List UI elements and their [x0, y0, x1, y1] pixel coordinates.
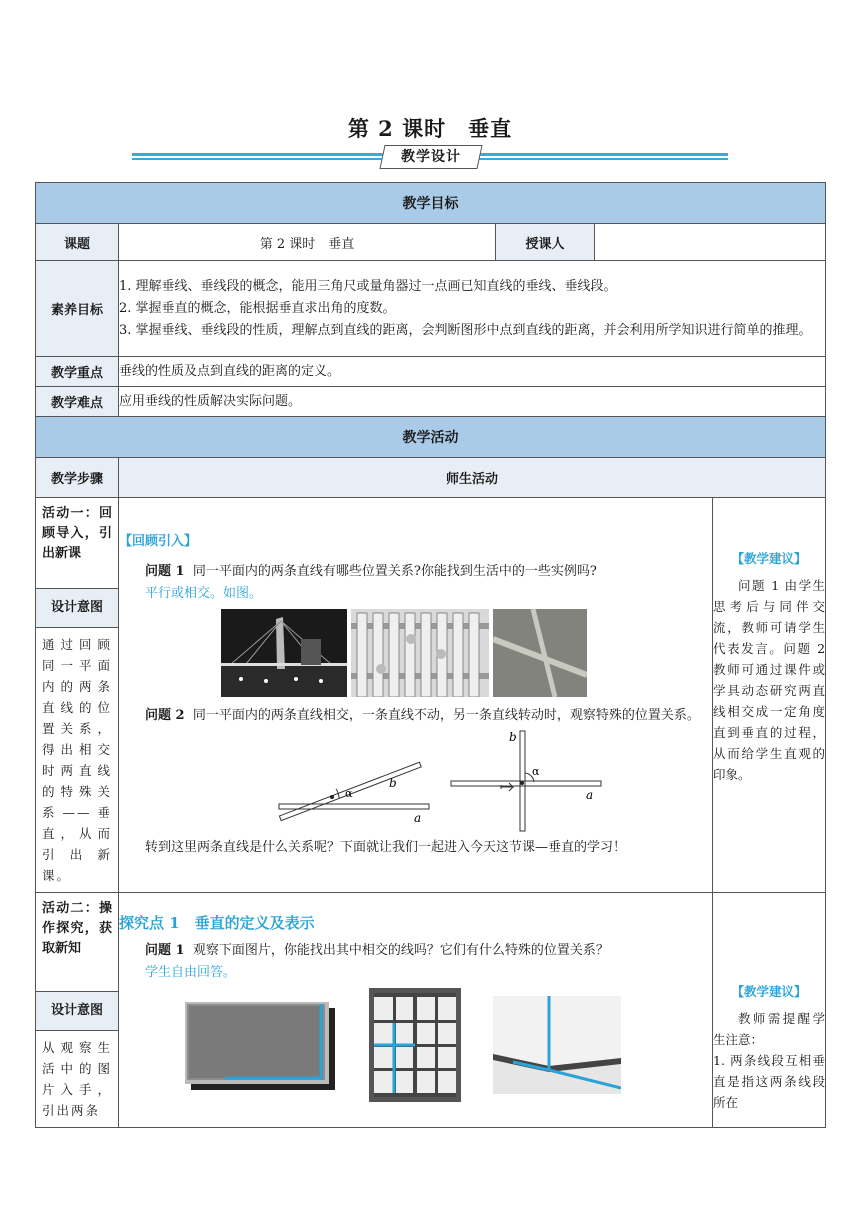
difficult-value: 应用垂线的性质解决实际问题。 [119, 387, 826, 417]
title-part1: 第 2 课时 [347, 116, 447, 141]
activities-header: 教学活动 [36, 417, 826, 458]
fig2-label-a: a [586, 788, 594, 802]
a1-closing: 转到这里两条直线是什么关系呢？下面就让我们一起进入今天这节课—垂直的学习！ [145, 840, 627, 855]
title-part2: 垂直 [468, 116, 513, 141]
activity2-intent-label: 设计意图 [36, 991, 118, 1031]
fig1-label-a: a [414, 811, 422, 825]
room-corner-photo [493, 996, 621, 1094]
a2-question-1 [119, 940, 712, 962]
a2-advice-item: 1. 两条线段互相垂直是指这两条线段所在 [713, 1053, 826, 1110]
page-title [0, 113, 860, 143]
a2-q1-tag: 问题 1 [145, 943, 185, 958]
literacy-item-3: 3. 掌握垂线、垂线段的性质，理解点到直线的距离，会判断图形中点到直线的距离，并会利用所学知识进行简单的推理。 [119, 322, 812, 338]
fence-photo [351, 609, 489, 697]
activity1-label: 活动一：回顾导入，引出新课 [36, 498, 118, 588]
night-bridge-photo [221, 609, 347, 697]
a1-question-1 [119, 561, 712, 583]
topic-value: 第 2 课时 垂直 [119, 224, 496, 261]
a1-advice-text: 问题 1 由学生思考后与同伴交流，教师可请学生代表发言。问题 2 教师可通过课件或学具动态研究两直线相交成一定角度直到垂直的过程，从而给学生直观的印象。 [713, 578, 826, 782]
activity2-intent-text: 从观察生活中的图片入手，引出两条 [42, 1040, 112, 1118]
blackboard-photo [185, 1002, 337, 1092]
teacher-label: 授课人 [496, 224, 595, 261]
steps-label: 教学步骤 [36, 458, 119, 498]
activity2-content [119, 893, 713, 1128]
a2-q1-text: 观察下面图片，你能找出其中相交的线吗？它们有什么特殊的位置关系？ [192, 943, 609, 958]
a1-q2-tag: 问题 2 [145, 708, 185, 723]
subtitle-bar [132, 149, 728, 163]
fig1-label-alpha: α [345, 787, 353, 800]
fig1-label-b: b [389, 776, 397, 790]
a1-q2-text: 同一平面内的两条直线相交，一条直线不动，另一条直线转动时，观察特殊的位置关系。 [192, 708, 700, 723]
key-label: 教学重点 [36, 357, 119, 387]
objectives-header: 教学目标 [36, 183, 826, 224]
a1-question-2 [119, 705, 712, 727]
literacy-item-2: 2. 掌握垂直的概念，能根据垂直求出角的度数。 [119, 300, 396, 316]
literacy-item-1: 1. 理解垂线、垂线段的概念，能用三角尺或量角器过一点画已知直线的垂线、垂线段。 [119, 278, 617, 294]
crossroad-photo [493, 609, 587, 697]
subtitle-tag: 教学设计 [379, 145, 482, 169]
difficult-label: 教学难点 [36, 387, 119, 417]
window-photo [369, 988, 461, 1102]
a2-advice-text: 教师需提醒学生注意： [713, 1011, 826, 1047]
fig2-label-alpha: α [532, 765, 540, 778]
activity1-side [36, 498, 119, 893]
rotation-figure [229, 729, 679, 837]
fig2-label-b: b [509, 730, 517, 744]
literacy-label: 素养目标 [36, 261, 119, 357]
activity1-intent-text: 通过回顾同一平面内的两条直线的位置关系，得出相交时两直线的特殊关系——垂直，从而引出新课。 [42, 637, 112, 883]
a1-q1-answer: 平行或相交。如图。 [145, 586, 263, 601]
activity2-label: 活动二：操作探究，获取新知 [36, 893, 118, 991]
topic-label: 课题 [36, 224, 119, 261]
a1-q1-text: 同一平面内的两条直线有哪些位置关系?你能找到生活中的一些实例吗? [192, 564, 597, 579]
literacy-goals [119, 261, 826, 357]
activity1-content [119, 498, 713, 893]
a1-q1-tag: 问题 1 [145, 564, 185, 579]
lesson-table [35, 182, 826, 1128]
key-value: 垂线的性质及点到直线的距离的定义。 [119, 357, 826, 387]
activity1-advice [713, 498, 826, 893]
a2-q1-answer: 学生自由回答。 [145, 965, 237, 980]
a2-advice-title: 【教学建议】 [731, 984, 807, 999]
a2-section-head: 探究点 1 垂直的定义及表示 [119, 914, 315, 932]
activity2-advice [713, 893, 826, 1128]
activity1-intent-label: 设计意图 [36, 588, 118, 628]
activity2-side [36, 893, 119, 1128]
teacher-value [595, 224, 826, 261]
a1-advice-title: 【教学建议】 [731, 551, 807, 566]
steps-value: 师生活动 [119, 458, 826, 498]
review-bracket: 【回顾引入】 [119, 534, 198, 549]
